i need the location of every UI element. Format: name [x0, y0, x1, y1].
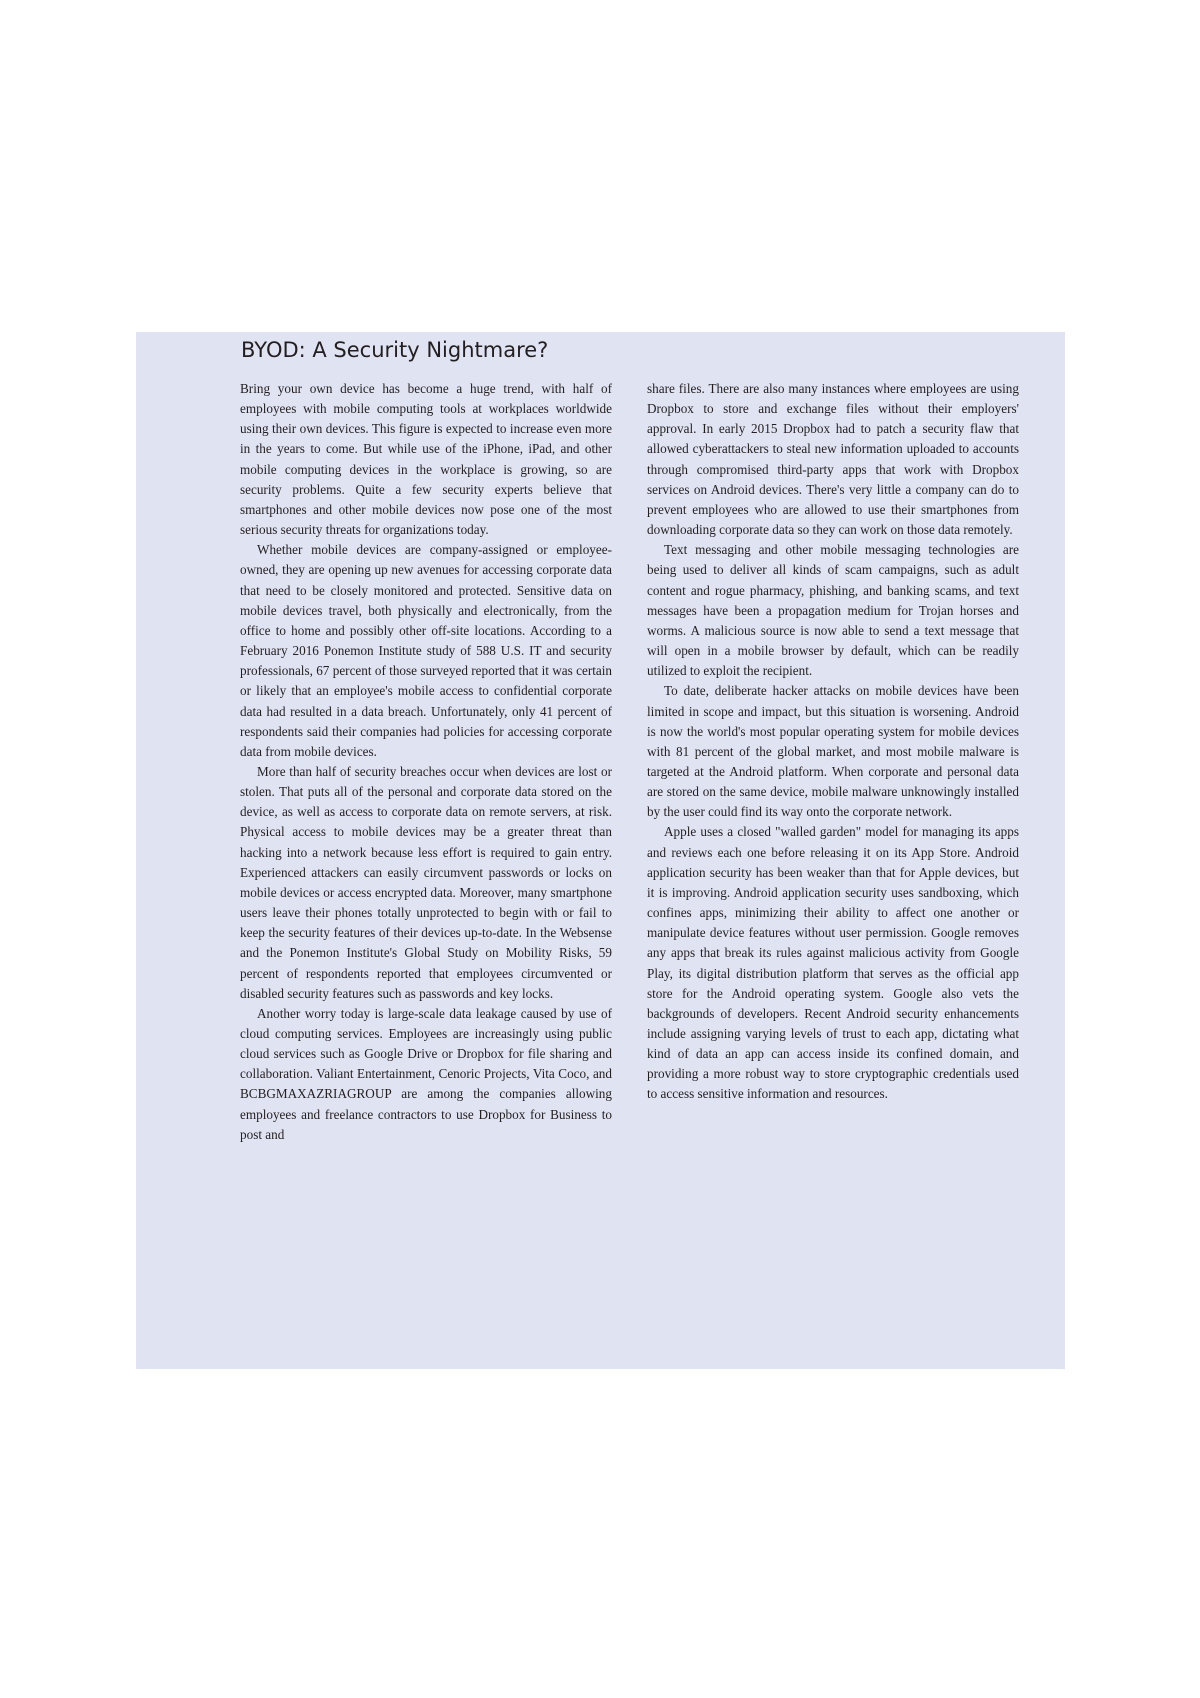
right-column: [647, 379, 1019, 1105]
paragraph: Whether mobile devices are company-assigned or employee-owned, they are opening up new avenues for accessing corporate data that need to be closely monitored and protected. Sensitive data on mobile devices travel, both physically and electronically, from the office to home and possibly other off-site locations. According to a February 2016 Ponemon Institute study of 588 U.S. IT and security professionals, 67 percent of those surveyed reported that it was certain or likely that an employee's mobile access to confidential corporate data had resulted in a data breach. Unfortunately, only 41 percent of respondents said their companies had policies for accessing corporate data from mobile devices.: [240, 542, 612, 759]
sidebar-box: [136, 332, 1065, 1369]
paragraph: To date, deliberate hacker attacks on mobile devices have been limited in scope and impact, but this situation is worsening. Android is now the world's most popular operating system for mobile devices with 81 percent of the global market, and most mobile malware is targeted at the Android platform. When corporate and personal data are stored on the same device, mobile malware unknowingly installed by the user could find its way onto the corporate network.: [647, 683, 1019, 820]
sidebar-title: BYOD: A Security Nightmare?: [241, 338, 549, 362]
paragraph: Bring your own device has become a huge trend, with half of employees with mobile computing tools at workplaces worldwide using their own devices. This figure is expected to increase even more in the years to come. But while use of the iPhone, iPad, and other mobile computing devices in the workplace is growing, so are security problems. Quite a few security experts believe that smartphones and other mobile devices now pose one of the most serious security threats for organizations today.: [240, 381, 612, 538]
paragraph: share files. There are also many instances where employees are using Dropbox to store and exchange files without their employers' approval. In early 2015 Dropbox had to patch a security flaw that allowed cyberattackers to steal new information uploaded to accounts through compromised third-party apps that work with Dropbox services on Android devices. There's very little a company can do to prevent employees who are allowed to use their smartphones from downloading corporate data so they can work on those data remotely.: [647, 381, 1019, 538]
paragraph: More than half of security breaches occur when devices are lost or stolen. That puts all of the personal and corporate data stored on the device, as well as access to corporate data on remote servers, at risk. Physical access to mobile devices may be a greater threat than hacking into a network because less effort is required to gain entry. Experienced attackers can easily circumvent passwords or locks on mobile devices or access encrypted data. Moreover, many smartphone users leave their phones totally unprotected to begin with or fail to keep the security features of their devices up-to-date. In the Websense and the Ponemon Institute's Global Study on Mobility Risks, 59 percent of respondents reported that employees circumvented or disabled security features such as passwords and key locks.: [240, 763, 612, 1001]
paragraph: Text messaging and other mobile messaging technologies are being used to deliver all kinds of scam campaigns, such as adult content and rogue pharmacy, phishing, and banking scams, and text messages have been a propagation medium for Trojan horses and worms. A malicious source is now able to send a text message that will open in a mobile browser by default, which can be readily utilized to exploit the recipient.: [647, 542, 1019, 679]
paragraph: Apple uses a closed "walled garden" model for managing its apps and reviews each one before releasing it on its App Store. Android application security has been weaker than that for Apple devices, but it is improving. Android application security uses sandboxing, which confines apps, minimizing their ability to affect one another or manipulate device features without user permission. Google removes any apps that break its rules against malicious activity from Google Play, its digital distribution platform that serves as the official app store for the Android operating system. Google also vets the backgrounds of developers. Recent Android security enhancements include assigning varying levels of trust to each app, dictating what kind of data an app can access inside its confined domain, and providing a more robust way to store cryptographic credentials used to access sensitive information and resources.: [647, 824, 1019, 1102]
left-column: [240, 379, 612, 1145]
paragraph: Another worry today is large-scale data leakage caused by use of cloud computing services. Employees are increasingly using public cloud services such as Google Drive or Dropbox for file sharing and collaboration. Valiant Entertainment, Cenoric Projects, Vita Coco, and BCBGMAXAZRIAGROUP are among the companies allowing employees and freelance contractors to use Dropbox for Business to post and: [240, 1005, 612, 1142]
